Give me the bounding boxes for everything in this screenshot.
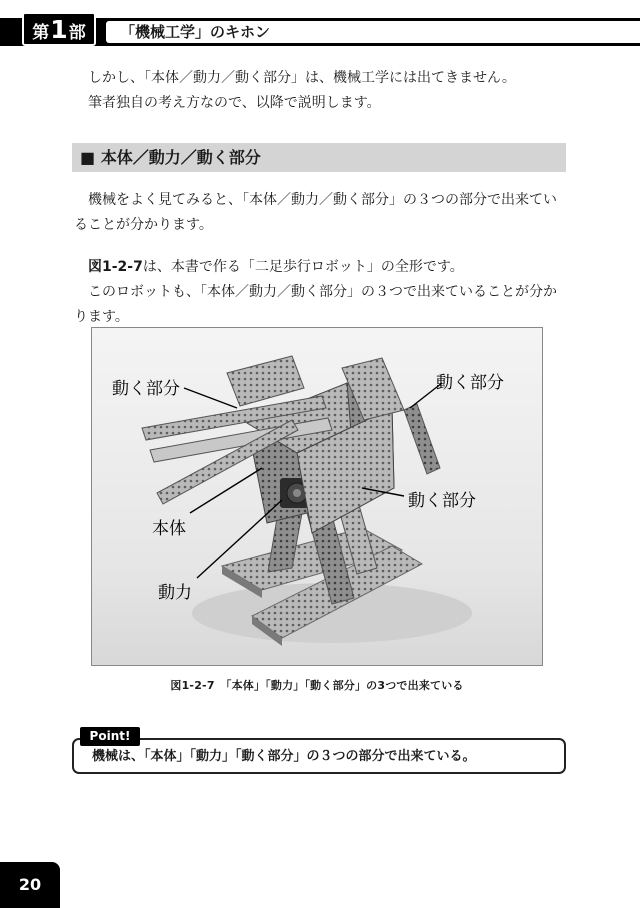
paragraph-2-line-2: ることが分かります。 <box>74 217 213 233</box>
label-moving-part-right-top: 動く部分 <box>436 373 504 393</box>
part-label <box>22 12 96 46</box>
figure-caption: 図1-2-7 「本体」「動力」「動く部分」の3つで出来ている <box>170 679 464 692</box>
paragraph-3-text: は、本書で作る「二足歩行ロボット」の全形です。 <box>142 259 464 275</box>
label-power: 動力 <box>158 583 192 603</box>
paragraph-4-line-1: このロボットも、「本体／動力／動く部分」の３つで出来ていることが分か <box>88 284 557 300</box>
paragraph-1-line-1: しかし、「本体／動力／動く部分」は、機械工学には出てきません。 <box>88 70 516 86</box>
section-heading: ■ 本体／動力／動く部分 <box>72 143 566 172</box>
paragraph-3 <box>74 255 566 280</box>
page-header <box>0 0 640 46</box>
point-text: 機械は、「本体」「動力」「動く部分」の３つの部分で出来ている。 <box>92 749 476 764</box>
part-number: 1 <box>50 15 68 44</box>
paragraph-4-line-2: ります。 <box>74 309 129 325</box>
point-tag: Point! <box>80 727 140 746</box>
label-body: 本体 <box>152 519 186 539</box>
part-suffix: 部 <box>68 23 86 43</box>
part-prefix: 第 <box>32 23 50 43</box>
label-moving-part-left: 動く部分 <box>112 379 180 399</box>
figure-reference: 図1-2-7 <box>88 259 143 275</box>
page-number: 20 <box>0 862 60 908</box>
paragraph-2-line-1: 機械をよく見てみると、「本体／動力／動く部分」の３つの部分で出来てい <box>88 192 557 208</box>
label-moving-part-right-mid: 動く部分 <box>408 491 476 511</box>
robot-photo <box>91 327 543 666</box>
chapter-title: 「機械工学」のキホン <box>106 21 640 43</box>
paragraph-1-line-2: 筆者独自の考え方なので、以降で説明します。 <box>88 95 381 111</box>
